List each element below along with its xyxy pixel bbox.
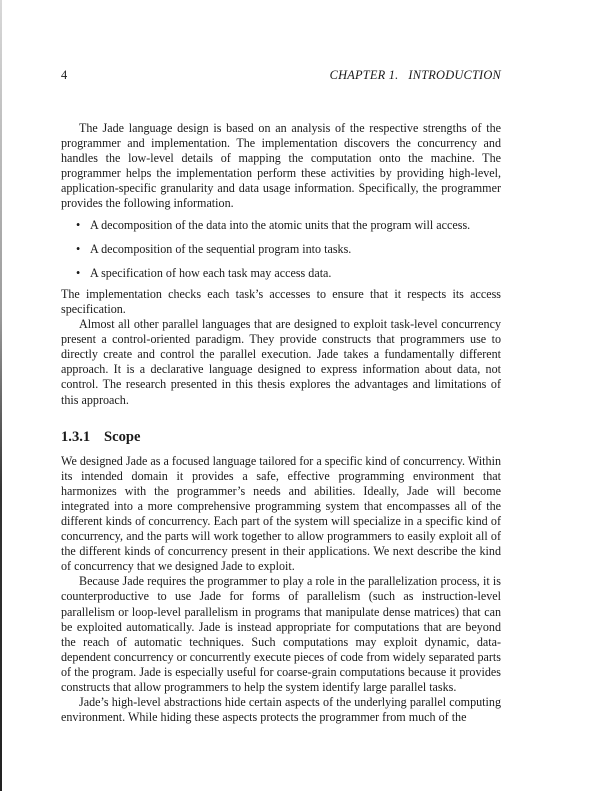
chapter-label: CHAPTER 1. — [329, 68, 399, 82]
info-list — [61, 218, 501, 281]
list-item: • A decomposition of the data into the atomic units that the program will access. — [76, 217, 471, 232]
chapter-title: INTRODUCTION — [408, 68, 501, 82]
paragraph-checks: The implementation checks each task’s accesses to ensure that it respects its access specification. — [61, 286, 501, 316]
paragraph-scope-2: Because Jade requires the programmer to play a role in the parallelization process, it is counterproductive to use Jade for forms of parallelism (such as instruction-level parallelism or loop-level parallelism in programs that manipulate dense matrices) that can be exploited automatically. Jade is instead appropriate for computations that are beyond the reach of automatic techniques. Such computations may exploit dynamic, data-dependent concurrency or concurrently execute pieces of code from widely separated parts of the program. Jade is especially useful for coarse-grain computations because it provides constructs that allow programmers to help the system identify large parallel tasks. — [61, 574, 501, 694]
paragraph-intro: The Jade language design is based on an analysis of the respective strengths of the programmer and implementation. The implementation discovers the concurrency and handles the low-level details of mapping the computation onto the machine. The programmer helps the implementation perform these activities by providing high-level, application-specific granularity and data usage information. Specifically, the programmer provides the following information. — [61, 121, 501, 211]
bullet-icon: • — [76, 241, 81, 256]
section-title: Scope — [104, 428, 141, 445]
list-item: • A decomposition of the sequential program into tasks. — [76, 241, 352, 256]
paragraph-scope-3: Jade’s high-level abstractions hide certain aspects of the underlying parallel computing environment. While hiding these aspects protects the programmer from much of the — [61, 695, 501, 725]
running-head — [330, 68, 501, 83]
paragraph-scope-1: We designed Jade as a focused language tailored for a specific kind of concurrency. Within its intended domain it provides a safe, effective programming environment that harmonizes with the programmer’s needs and abilities. Ideally, Jade will become integrated into a more comprehensive programming system that encompasses all of the different kinds of concurrency. Each part of the system will specialize in a specific kind of concurrency, and the parts will work together to allow programmers to easily exploit all of the different kinds of concurrency present in their applications. We next describe the kind of concurrency that we designed Jade to exploit. — [61, 453, 501, 574]
page-header — [61, 68, 501, 84]
bullet-icon: • — [76, 217, 81, 232]
page-number: 4 — [61, 68, 68, 82]
page-body — [61, 121, 501, 725]
bullet-icon: • — [76, 265, 81, 280]
scan-edge-shadow — [0, 0, 2, 791]
list-item: • A specification of how each task may access data. — [76, 265, 332, 280]
section-number: 1.3.1 — [61, 428, 91, 445]
section-heading — [61, 429, 501, 446]
paragraph-paradigm: Almost all other parallel languages that are designed to exploit task-level concurrency present a control-oriented paradigm. They provide constructs that programmers use to directly create and control the parallel execution. Jade takes a fundamentally different approach. It is a declarative language designed to express information about data, not control. The research presented in this thesis explores the advantages and limitations of this approach. — [61, 317, 501, 407]
